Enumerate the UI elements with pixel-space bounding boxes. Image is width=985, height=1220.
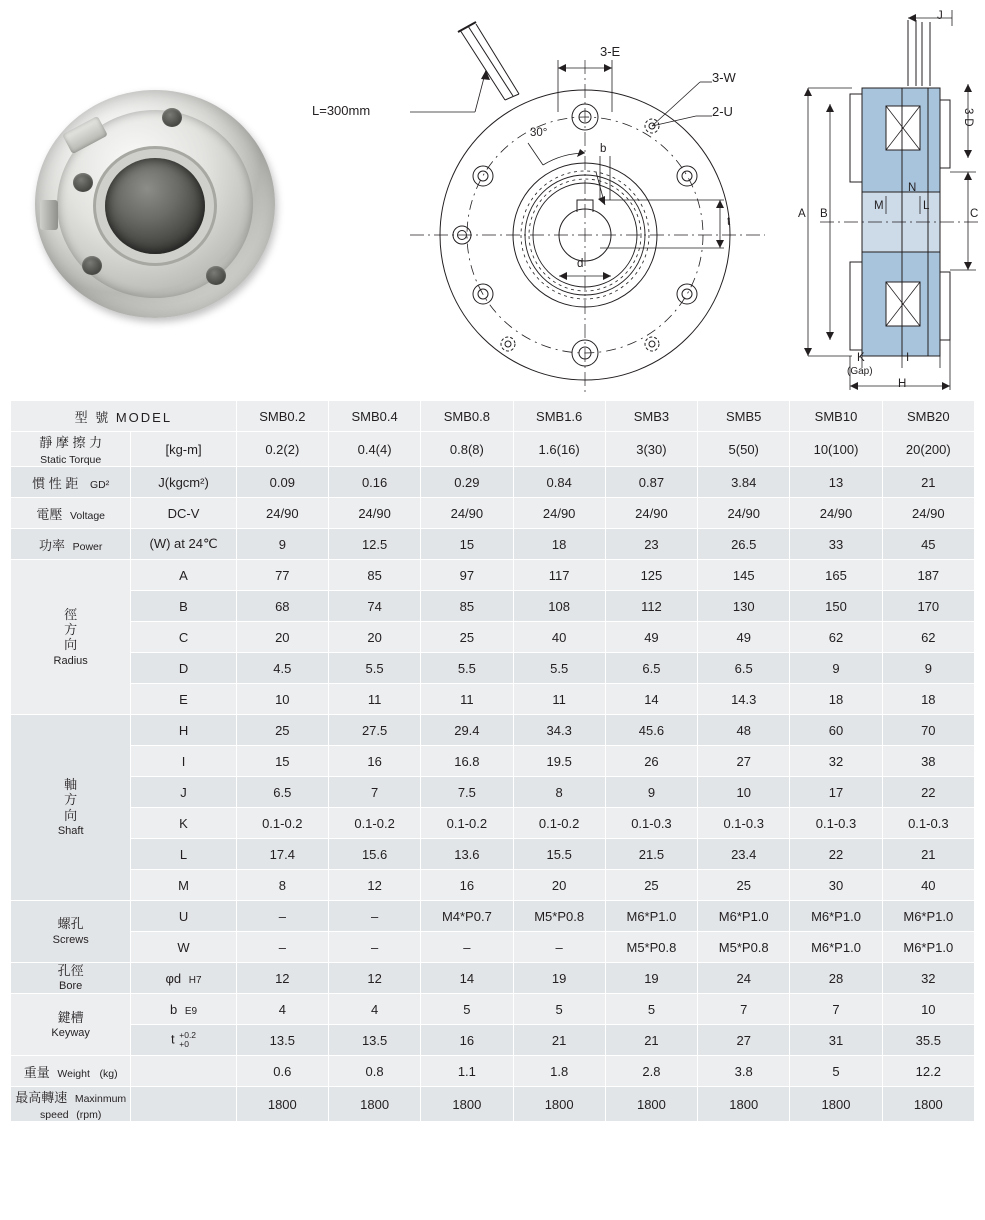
table-row: [11, 901, 975, 932]
cell: 5: [513, 994, 605, 1025]
cell: 97: [421, 560, 513, 591]
cell: 18: [513, 529, 605, 560]
photo-hole: [206, 266, 226, 285]
cell: 108: [513, 591, 605, 622]
dim-symbol: J: [131, 777, 236, 808]
cell: 145: [698, 560, 790, 591]
cell: 0.09: [236, 467, 328, 498]
label-d: d: [577, 258, 584, 270]
table-row: [11, 684, 975, 715]
cell: 7: [328, 777, 420, 808]
model-header-2: SMB0.8: [421, 401, 513, 432]
cell: 24/90: [236, 498, 328, 529]
table-row: [11, 1025, 975, 1056]
cell: 62: [882, 622, 974, 653]
cell: M6*P1.0: [790, 901, 882, 932]
cell: 5(50): [698, 432, 790, 467]
cell: 20: [328, 622, 420, 653]
cell: 1800: [513, 1087, 605, 1122]
product-photo: [10, 80, 300, 330]
label-I: I: [906, 352, 910, 364]
cell: 20(200): [882, 432, 974, 467]
cell: 5.5: [421, 653, 513, 684]
cell: 62: [790, 622, 882, 653]
cell: 33: [790, 529, 882, 560]
cell: 0.1-0.2: [236, 808, 328, 839]
cell: 5: [421, 994, 513, 1025]
cell: 7: [790, 994, 882, 1025]
table-row: [11, 808, 975, 839]
cell: 32: [790, 746, 882, 777]
cell: 13.5: [236, 1025, 328, 1056]
row-unit-max-speed: [131, 1087, 236, 1122]
cell: –: [328, 901, 420, 932]
cell: 10: [882, 994, 974, 1025]
row-label-weight: 重量 Weight (kg): [11, 1056, 131, 1087]
cell: 15: [236, 746, 328, 777]
cell: M6*P1.0: [882, 901, 974, 932]
model-header-7: SMB20: [882, 401, 974, 432]
cell: 17: [790, 777, 882, 808]
cell: 24/90: [421, 498, 513, 529]
row-label-inertia: 慣 性 距 GD²: [11, 467, 131, 498]
table-row: [11, 432, 975, 467]
cell: 21.5: [605, 839, 697, 870]
table-row: [11, 1087, 975, 1122]
dim-symbol: A: [131, 560, 236, 591]
row-unit-weight: [131, 1056, 236, 1087]
cell: 24/90: [605, 498, 697, 529]
label-2-u: 2-U: [712, 104, 733, 119]
cell: 20: [236, 622, 328, 653]
cell: 0.1-0.2: [421, 808, 513, 839]
cell: 24/90: [513, 498, 605, 529]
cell: 7: [698, 994, 790, 1025]
cell: 0.1-0.3: [882, 808, 974, 839]
label-N: N: [908, 182, 917, 194]
cell: 0.29: [421, 467, 513, 498]
cell: 28: [790, 963, 882, 994]
cell: 20: [513, 870, 605, 901]
cell: M6*P1.0: [790, 932, 882, 963]
cell: 3(30): [605, 432, 697, 467]
cell: 6.5: [236, 777, 328, 808]
cell: 11: [421, 684, 513, 715]
cell: 40: [513, 622, 605, 653]
dim-symbol-bore: φd H7: [131, 963, 236, 994]
cell: 0.2(2): [236, 432, 328, 467]
cell: 25: [236, 715, 328, 746]
cell: 1.8: [513, 1056, 605, 1087]
photo-hole: [162, 108, 182, 127]
dim-symbol: H: [131, 715, 236, 746]
cell: 3.84: [698, 467, 790, 498]
cell: 15.5: [513, 839, 605, 870]
label-t: t: [727, 216, 731, 228]
cell: 0.1-0.3: [605, 808, 697, 839]
cell: 5.5: [328, 653, 420, 684]
cell: 1800: [790, 1087, 882, 1122]
dim-symbol: M: [131, 870, 236, 901]
dim-symbol: W: [131, 932, 236, 963]
cell: –: [513, 932, 605, 963]
cell: 0.6: [236, 1056, 328, 1087]
label-M: M: [874, 200, 884, 212]
cell: 21: [605, 1025, 697, 1056]
model-header-6: SMB10: [790, 401, 882, 432]
label-K: K: [857, 352, 865, 364]
cell: 1800: [698, 1087, 790, 1122]
cell: 1800: [605, 1087, 697, 1122]
cell: 125: [605, 560, 697, 591]
cell: 3.8: [698, 1056, 790, 1087]
cell: 5: [605, 994, 697, 1025]
cell: 11: [328, 684, 420, 715]
cell: 12: [328, 870, 420, 901]
cell: 12: [328, 963, 420, 994]
table-row: [11, 529, 975, 560]
label-H: H: [898, 378, 907, 390]
cell: 187: [882, 560, 974, 591]
cell: 0.8(8): [421, 432, 513, 467]
dim-symbol: B: [131, 591, 236, 622]
cell: 0.1-0.3: [698, 808, 790, 839]
cell: 19.5: [513, 746, 605, 777]
cell: 15.6: [328, 839, 420, 870]
cell: 23.4: [698, 839, 790, 870]
photo-hole: [82, 256, 102, 275]
dim-symbol: K: [131, 808, 236, 839]
row-label-max-speed: 最高轉速 Maxinmum speed (rpm): [11, 1087, 131, 1122]
cell: M5*P0.8: [605, 932, 697, 963]
label-b: b: [600, 143, 607, 155]
dim-symbol: L: [131, 839, 236, 870]
dim-symbol: D: [131, 653, 236, 684]
cell: 170: [882, 591, 974, 622]
cell: 21: [513, 1025, 605, 1056]
cell: 32: [882, 963, 974, 994]
section-view-svg: [790, 0, 985, 398]
table-row: [11, 653, 975, 684]
model-header-4: SMB3: [605, 401, 697, 432]
cell: 18: [882, 684, 974, 715]
cell: –: [328, 932, 420, 963]
cell: 30: [790, 870, 882, 901]
cell: 130: [698, 591, 790, 622]
cell: 14.3: [698, 684, 790, 715]
dim-symbol: I: [131, 746, 236, 777]
label-3-d: 3-D: [962, 108, 974, 127]
cell: 12: [236, 963, 328, 994]
table-row: [11, 560, 975, 591]
table-header-row: [11, 401, 975, 432]
cell: 49: [698, 622, 790, 653]
label-J-top: J: [937, 10, 943, 22]
table-row: [11, 498, 975, 529]
cell: M4*P0.7: [421, 901, 513, 932]
group-header-screws: 螺孔 Screws: [11, 901, 131, 963]
cell: 10: [698, 777, 790, 808]
cell: 27.5: [328, 715, 420, 746]
cell: 0.1-0.2: [328, 808, 420, 839]
cell: –: [421, 932, 513, 963]
cell: 2.8: [605, 1056, 697, 1087]
cell: 24/90: [328, 498, 420, 529]
label-B: B: [820, 208, 828, 220]
cell: 16: [421, 1025, 513, 1056]
table-row: [11, 467, 975, 498]
cell: 19: [513, 963, 605, 994]
table-row: [11, 963, 975, 994]
cell: 45: [882, 529, 974, 560]
cell: 1800: [421, 1087, 513, 1122]
row-unit-voltage: DC-V: [131, 498, 236, 529]
group-header-bore: 孔徑 Bore: [11, 963, 131, 994]
photo-hole: [73, 173, 93, 192]
label-angle: 30°: [530, 127, 548, 139]
cell: 15: [421, 529, 513, 560]
cell: 26.5: [698, 529, 790, 560]
cell: 9: [882, 653, 974, 684]
cell: 21: [882, 839, 974, 870]
cell: 24/90: [790, 498, 882, 529]
cell: 4: [328, 994, 420, 1025]
cell: 85: [328, 560, 420, 591]
cell: 10(100): [790, 432, 882, 467]
cell: 38: [882, 746, 974, 777]
table-row: [11, 994, 975, 1025]
cell: 5: [790, 1056, 882, 1087]
cell: 13.5: [328, 1025, 420, 1056]
dim-symbol: U: [131, 901, 236, 932]
cell: 14: [605, 684, 697, 715]
front-view-svg: [300, 0, 800, 398]
cell: 1800: [328, 1087, 420, 1122]
cell: 1800: [882, 1087, 974, 1122]
table-row: [11, 839, 975, 870]
table-row: [11, 746, 975, 777]
cell: 8: [236, 870, 328, 901]
table-row: [11, 591, 975, 622]
cell: 45.6: [605, 715, 697, 746]
cell: 0.1-0.3: [790, 808, 882, 839]
cell: –: [236, 932, 328, 963]
cell: 9: [605, 777, 697, 808]
label-C: C: [970, 208, 979, 220]
cell: 6.5: [698, 653, 790, 684]
cell: 74: [328, 591, 420, 622]
label-A: A: [798, 208, 806, 220]
cell: 26: [605, 746, 697, 777]
cell: M6*P1.0: [605, 901, 697, 932]
cell: 112: [605, 591, 697, 622]
cell: 117: [513, 560, 605, 591]
cell: 25: [421, 622, 513, 653]
cell: 17.4: [236, 839, 328, 870]
table-row: [11, 1056, 975, 1087]
cell: 25: [698, 870, 790, 901]
cell: 0.1-0.2: [513, 808, 605, 839]
cell: 0.4(4): [328, 432, 420, 467]
dim-symbol: E: [131, 684, 236, 715]
cell: 49: [605, 622, 697, 653]
label-gap: (Gap): [847, 366, 873, 377]
cell: 1.1: [421, 1056, 513, 1087]
table-row: [11, 715, 975, 746]
group-header-keyway: 鍵槽 Keyway: [11, 994, 131, 1056]
cell: 24/90: [698, 498, 790, 529]
cell: 21: [882, 467, 974, 498]
cell: 14: [421, 963, 513, 994]
cell: 13.6: [421, 839, 513, 870]
cell: 35.5: [882, 1025, 974, 1056]
cell: M6*P1.0: [698, 901, 790, 932]
group-header-radius: 徑 方 向 Radius: [11, 560, 131, 715]
row-unit-inertia: J(kgcm²): [131, 467, 236, 498]
table-row: [11, 622, 975, 653]
cell: 1800: [236, 1087, 328, 1122]
cell: 12.2: [882, 1056, 974, 1087]
cell: 7.5: [421, 777, 513, 808]
label-lead-length: L=300mm: [312, 103, 371, 118]
cell: 31: [790, 1025, 882, 1056]
cell: 27: [698, 746, 790, 777]
label-3-e: 3-E: [600, 44, 621, 59]
cell: 68: [236, 591, 328, 622]
label-3-w: 3-W: [712, 70, 736, 85]
section-view-drawing: [790, 0, 985, 398]
front-view-drawing: [300, 0, 800, 398]
cell: 60: [790, 715, 882, 746]
model-header-5: SMB5: [698, 401, 790, 432]
cell: 48: [698, 715, 790, 746]
cell: M6*P1.0: [882, 932, 974, 963]
cell: 10: [236, 684, 328, 715]
cell: 23: [605, 529, 697, 560]
group-header-shaft: 軸 方 向 Shaft: [11, 715, 131, 901]
row-label-static-torque: 靜 摩 擦 力 Static Torque: [11, 432, 131, 467]
cell: 12.5: [328, 529, 420, 560]
photo-hub: [105, 158, 205, 254]
table-row: [11, 777, 975, 808]
cell: 0.84: [513, 467, 605, 498]
cell: 16.8: [421, 746, 513, 777]
cell: 16: [421, 870, 513, 901]
drawing-area: [0, 0, 985, 398]
cell: 22: [790, 839, 882, 870]
cell: 16: [328, 746, 420, 777]
cell: 0.8: [328, 1056, 420, 1087]
cell: 4: [236, 994, 328, 1025]
cell: 22: [882, 777, 974, 808]
cell: 24: [698, 963, 790, 994]
photo-slot: [40, 200, 58, 230]
row-unit-static-torque: [kg-m]: [131, 432, 236, 467]
cell: 24/90: [882, 498, 974, 529]
row-unit-power: (W) at 24℃: [131, 529, 236, 560]
cell: 165: [790, 560, 882, 591]
cell: 40: [882, 870, 974, 901]
table-row: [11, 870, 975, 901]
specification-table: [10, 400, 975, 1122]
cell: 5.5: [513, 653, 605, 684]
cell: 29.4: [421, 715, 513, 746]
cell: 19: [605, 963, 697, 994]
cell: 27: [698, 1025, 790, 1056]
cell: 9: [790, 653, 882, 684]
cell: 150: [790, 591, 882, 622]
dim-symbol-keyway-t: t +0.2 +0: [131, 1025, 236, 1056]
cell: M5*P0.8: [698, 932, 790, 963]
cell: 8: [513, 777, 605, 808]
table-row: [11, 932, 975, 963]
table-title: 型 號 MODEL: [11, 401, 237, 432]
cell: 34.3: [513, 715, 605, 746]
cell: 70: [882, 715, 974, 746]
cell: 25: [605, 870, 697, 901]
cell: 0.87: [605, 467, 697, 498]
row-label-voltage: 電壓 Voltage: [11, 498, 131, 529]
cell: 11: [513, 684, 605, 715]
cell: 77: [236, 560, 328, 591]
cell: 9: [236, 529, 328, 560]
row-label-power: 功率 Power: [11, 529, 131, 560]
model-header-0: SMB0.2: [236, 401, 328, 432]
cell: 1.6(16): [513, 432, 605, 467]
cell: 6.5: [605, 653, 697, 684]
cell: 13: [790, 467, 882, 498]
cell: 85: [421, 591, 513, 622]
cell: –: [236, 901, 328, 932]
dim-symbol: C: [131, 622, 236, 653]
label-L: L: [923, 200, 930, 212]
model-header-1: SMB0.4: [328, 401, 420, 432]
cell: 0.16: [328, 467, 420, 498]
cell: 18: [790, 684, 882, 715]
model-header-3: SMB1.6: [513, 401, 605, 432]
cell: M5*P0.8: [513, 901, 605, 932]
cell: 4.5: [236, 653, 328, 684]
dim-symbol-keyway-b: b E9: [131, 994, 236, 1025]
